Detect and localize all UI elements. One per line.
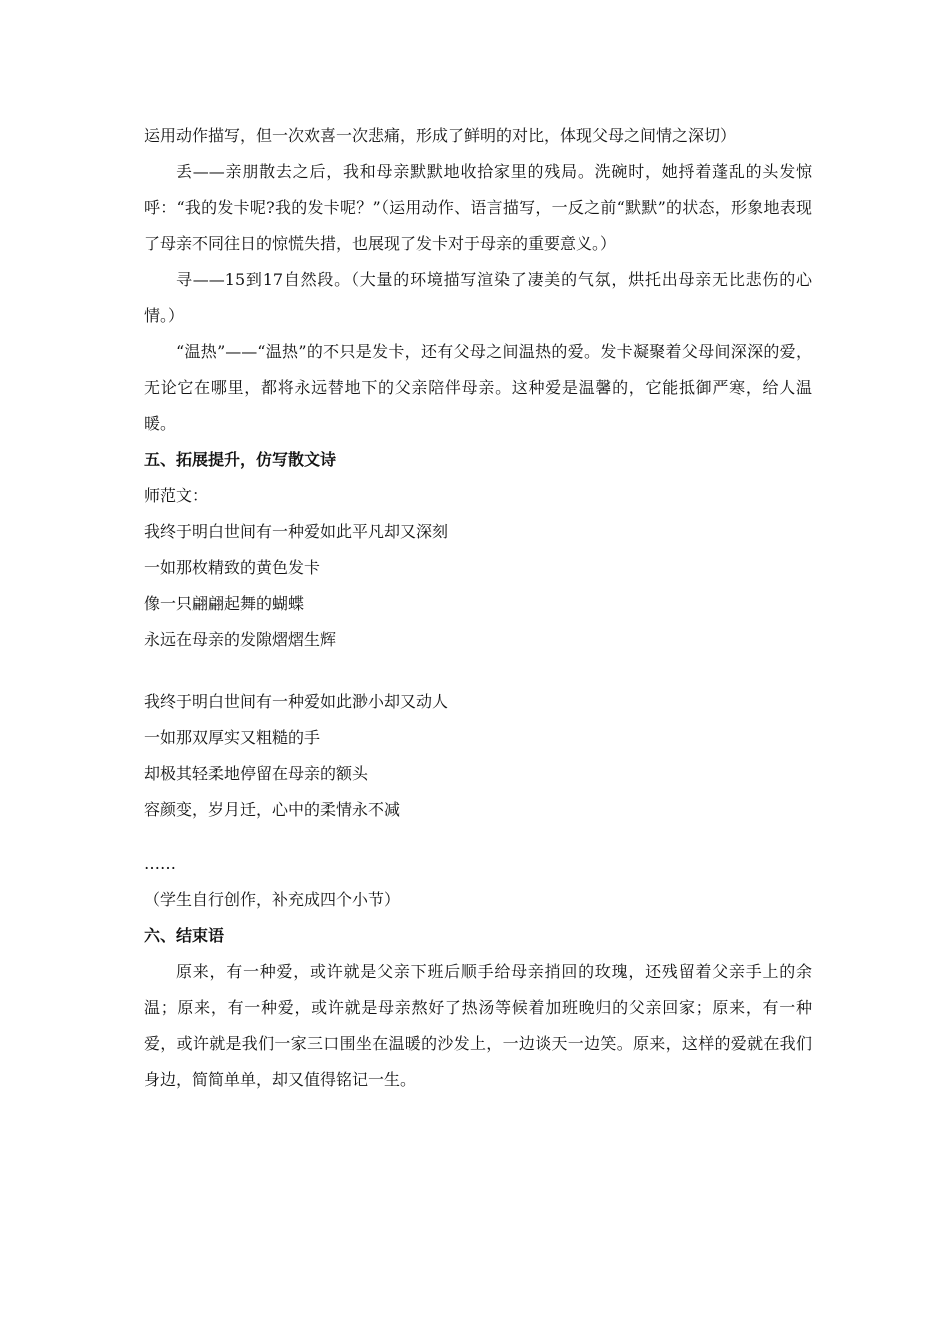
poem-line: 一如那双厚实又粗糙的手 [144, 728, 321, 747]
stanza-gap [144, 828, 812, 846]
poem-line: 却极其轻柔地停留在母亲的额头 [144, 764, 369, 783]
paragraph-continuation: 运用动作描写，但一次欢喜一次悲痛，形成了鲜明的对比，体现父母之间情之深切） [144, 126, 737, 145]
stanza-gap [144, 658, 812, 684]
poem-stanza-1 [144, 514, 812, 658]
poem-stanza-2 [144, 684, 812, 828]
section-heading-6: 六、结束语 [144, 926, 225, 945]
student-note: （学生自行创作，补充成四个小节） [144, 890, 401, 909]
poem-line: 我终于明白世间有一种爱如此平凡却又深刻 [144, 522, 449, 541]
section-heading-5: 五、拓展提升，仿写散文诗 [144, 450, 337, 469]
model-essay-label: 师范文： [144, 486, 209, 505]
paragraph-xun: 寻——15到17自然段。（大量的环境描写渲染了凄美的气氛，烘托出母亲无比悲伤的心情。） [144, 270, 812, 325]
poem-line: 一如那枚精致的黄色发卡 [144, 558, 321, 577]
poem-line: 像一只翩翩起舞的蝴蝶 [144, 594, 305, 613]
document-page [144, 118, 812, 1098]
closing-paragraph: 原来，有一种爱，或许就是父亲下班后顺手给母亲捎回的玫瑰，还残留着父亲手上的余温；原来，有一种爱，或许就是母亲熬好了热汤等候着加班晚归的父亲回家；原来，有一种爱，或许就是我们一家三口围坐在温暖的沙发上，一边谈天一边笑。原来，这样的爱就在我们身边，简简单单，却又值得铭记一生。 [144, 962, 812, 1089]
poem-line: 容颜变，岁月迁，心中的柔情永不减 [144, 800, 401, 819]
poem-line: 我终于明白世间有一种爱如此渺小却又动人 [144, 692, 449, 711]
paragraph-diu: 丢——亲朋散去之后，我和母亲默默地收拾家里的残局。洗碗时，她捋着蓬乱的头发惊呼：“我的发卡呢?我的发卡呢？”（运用动作、语言描写，一反之前“默默”的状态，形象地表现了母亲不同往日的惊慌失措，也展现了发卡对于母亲的重要意义。） [144, 162, 812, 253]
ellipsis: …… [144, 854, 176, 873]
poem-line: 永远在母亲的发隙熠熠生辉 [144, 630, 337, 649]
paragraph-wenre: “温热”——“温热”的不只是发卡，还有父母之间温热的爱。发卡凝聚着父母间深深的爱，无论它在哪里，都将永远替地下的父亲陪伴母亲。这种爱是温馨的，它能抵御严寒，给人温暖。 [144, 342, 812, 433]
